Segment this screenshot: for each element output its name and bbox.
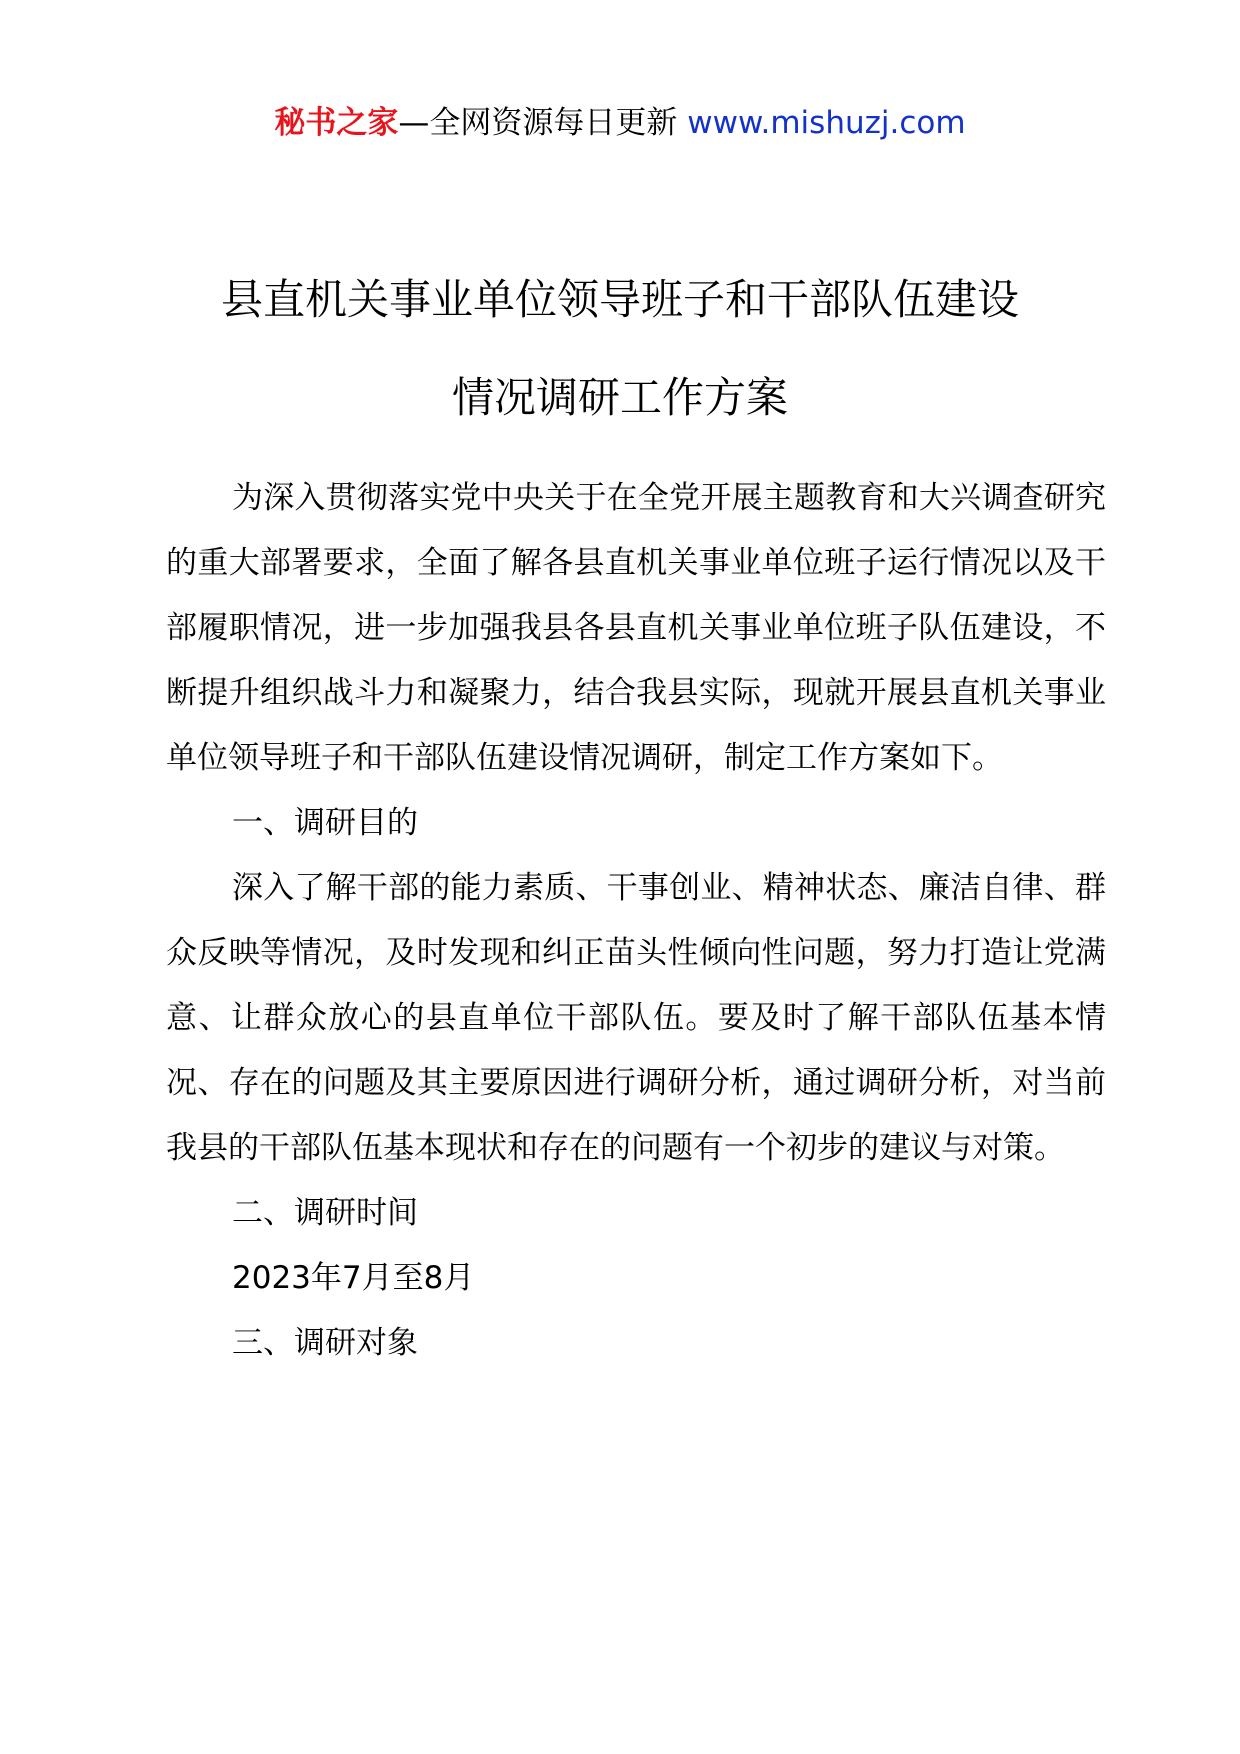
section-1-paragraph: 深入了解干部的能力素质、干事创业、精神状态、廉洁自律、群众反映等情况，及时发现和纠正苗头性倾向性问题，努力打造让党满意、让群众放心的县直单位干部队伍。要及时了解干部队伍基本情况、存在的问题及其主要原因进行调研分析，通过调研分析，对当前我县的干部队伍基本现状和存在的问题有一个初步的建议与对策。 <box>166 870 1106 1166</box>
section-2-paragraph: 2023年7月至8月 <box>232 1260 475 1296</box>
section-3-heading: 三、调研对象 <box>232 1325 418 1361</box>
header-tagline: —全网资源每日更新 <box>398 105 678 141</box>
document-title-line-2: 情况调研工作方案 <box>451 373 788 422</box>
section-2-heading: 二、调研时间 <box>232 1195 418 1231</box>
document-body <box>166 466 1106 1376</box>
intro-paragraph: 为深入贯彻落实党中央关于在全党开展主题教育和大兴调查研究的重大部署要求，全面了解各县直机关事业单位班子运行情况以及干部履职情况，进一步加强我县各县直机关事业单位班子队伍建设，不断提升组织战斗力和凝聚力，结合我县实际，现就开展县直机关事业单位领导班子和干部队伍建设情况调研，制定工作方案如下。 <box>166 480 1106 776</box>
brand-name: 秘书之家 <box>274 105 399 141</box>
site-url[interactable]: www.mishuzj.com <box>687 105 966 141</box>
section-1-heading: 一、调研目的 <box>232 805 418 841</box>
site-header <box>0 100 1240 146</box>
document-title-line-1: 县直机关事业单位领导班子和干部队伍建设 <box>220 275 1019 324</box>
